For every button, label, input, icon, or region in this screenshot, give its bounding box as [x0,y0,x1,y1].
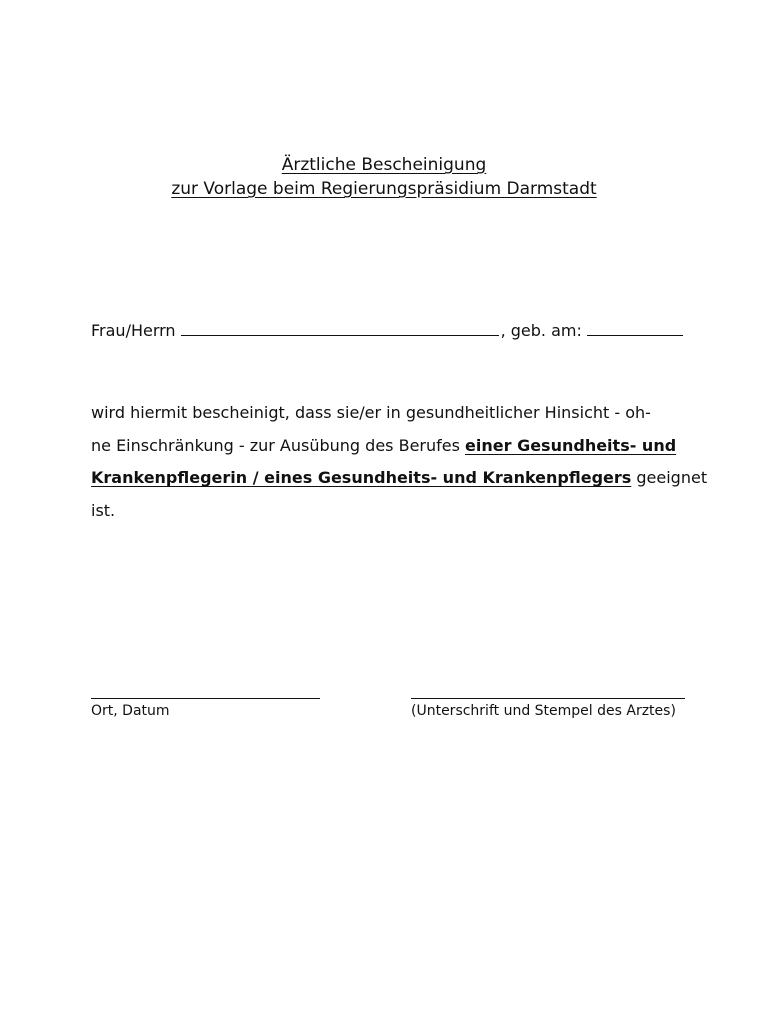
certificate-body [91,397,708,527]
profession-text-part-2: Krankenpflegerin / eines Gesundheits- und Krankenpflegers [91,468,632,487]
title-text-2: zur Vorlage beim Regierungspräsidium Darmstadt [171,179,597,199]
profession-text-part-1: einer Gesundheits- und [465,435,677,455]
place-date-label: Ort, Datum [91,703,170,719]
document-title [0,153,768,201]
body-line-3 [91,462,708,495]
title-line-2 [0,177,768,201]
body-line-2 [91,430,691,463]
body-line-4: ist. [91,500,116,520]
body-line-2-text: ne Einschränkung - zur Ausübung des Berufes [91,435,466,455]
name-label: Frau/Herrn [91,321,176,340]
body-line-1: wird hiermit bescheinigt, dass sie/er in gesundheitlicher Hinsicht - oh- [91,403,651,422]
signature-line [411,698,685,699]
dob-blank-field [587,320,683,336]
signature-label: (Unterschrift und Stempel des Arztes) [411,703,676,719]
name-blank-field [181,320,499,336]
place-date-line [91,698,320,699]
title-text-1: Ärztliche Bescheinigung [281,155,487,175]
dob-label: , geb. am: [500,321,582,340]
body-line-3-text: geeignet [631,468,708,487]
patient-info-line [91,320,691,342]
title-line-1 [0,153,768,177]
